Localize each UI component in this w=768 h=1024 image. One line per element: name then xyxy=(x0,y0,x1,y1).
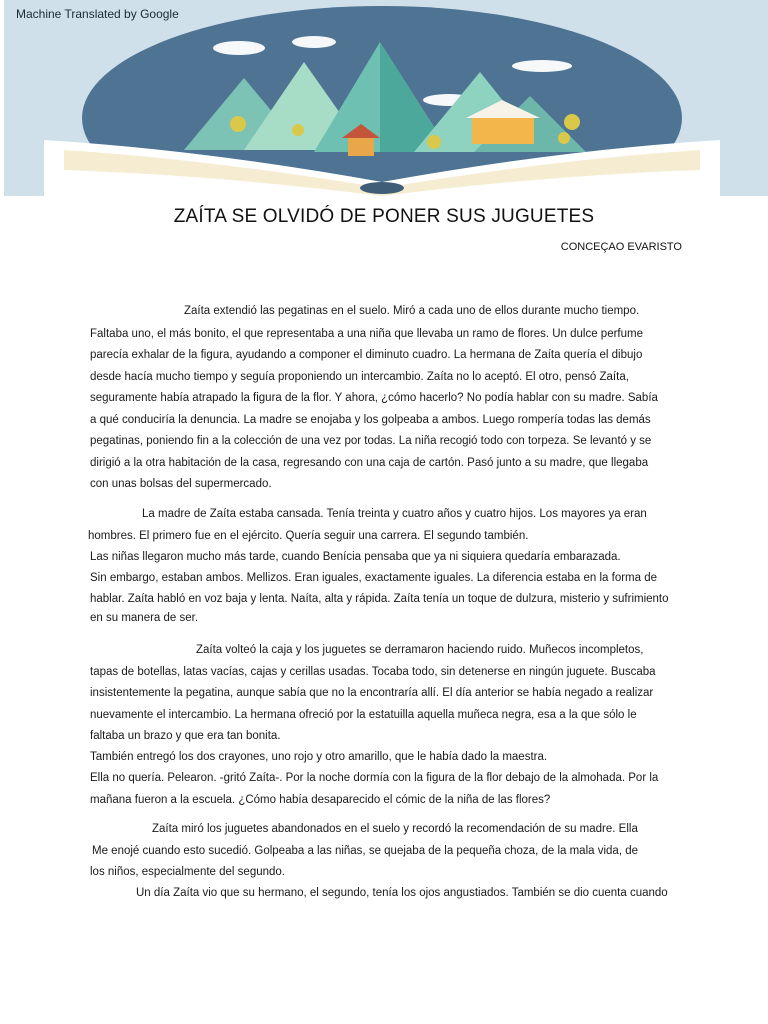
text-line: seguramente había atrapado la figura de la flor. Y ahora, ¿cómo hacerlo? No podía hablar con su madre. Sabía xyxy=(90,392,658,404)
text-line: Faltaba uno, el más bonito, el que representaba a una niña que llevaba un ramo de flores. Un dulce perfume xyxy=(90,328,643,340)
text-line: Zaíta miró los juguetes abandonados en el suelo y recordó la recomendación de su madre. Ella xyxy=(152,823,638,835)
text-line: faltaba un brazo y que era tan bonita. xyxy=(90,730,281,742)
header-illustration xyxy=(4,0,768,196)
text-line: pegatinas, poniendo fin a la colección de una vez por todas. La niña recogió todo con torpeza. Se levantó y se xyxy=(90,435,652,447)
book-landscape-illustration xyxy=(4,0,768,196)
text-line: hablar. Zaíta habló en voz baja y lenta. Naíta, alta y rápida. Zaíta tenía un toque de dulzura, misterio y sufrimiento xyxy=(90,593,669,605)
text-line: con unas bolsas del supermercado. xyxy=(90,478,272,490)
text-line: También entregó los dos crayones, uno rojo y otro amarillo, que le había dado la maestra. xyxy=(90,751,548,763)
text-line: Sin embargo, estaban ambos. Mellizos. Eran iguales, exactamente iguales. La diferencia estaba en la forma de xyxy=(90,572,658,584)
text-line: Zaíta extendió las pegatinas en el suelo. Miró a cada uno de ellos durante mucho tiempo. xyxy=(184,305,640,317)
text-line: Zaíta volteó la caja y los juguetes se derramaron haciendo ruido. Muñecos incompletos, xyxy=(196,644,644,656)
text-line: La madre de Zaíta estaba cansada. Tenía treinta y cuatro años y cuatro hijos. Los mayores ya eran xyxy=(142,508,647,520)
text-line: parecía exhalar de la figura, ayudando a componer el diminuto cuadro. La hermana de Zaíta quería el dibujo xyxy=(90,349,643,361)
text-line: desde hacía mucho tiempo y seguía proponiendo un intercambio. Zaíta no lo aceptó. El otro, pensó Zaíta, xyxy=(90,371,629,383)
text-line: a qué conduciría la denuncia. La madre se enojaba y los golpeaba a ambos. Luego rompería todas las demás xyxy=(90,414,651,426)
text-line: dirigió a la otra habitación de la casa, regresando con una caja de cartón. Pasó junto a su madre, que llegaba xyxy=(90,457,649,469)
text-line: tapas de botellas, latas vacías, cajas y cerillas usadas. Tocaba todo, sin detenerse en ningún juguete. Buscaba xyxy=(90,666,656,678)
text-line: Ella no quería. Pelearon. -gritó Zaíta-. Por la noche dormía con la figura de la flor debajo de la almohada. Por la xyxy=(90,772,659,784)
machine-translated-label: Machine Translated by Google xyxy=(16,7,179,21)
text-line: insistentemente la pegatina, aunque sabía que no la encontraría allí. El día anterior se había negado a realizar xyxy=(90,687,654,699)
text-line: Un día Zaíta vio que su hermano, el segundo, tenía los ojos angustiados. También se dio cuenta cuando xyxy=(136,887,668,899)
document-author: CONCEÇAO EVARISTO xyxy=(560,241,682,253)
text-line: los niños, especialmente del segundo. xyxy=(90,866,285,878)
document-title: ZAÍTA SE OLVIDÓ DE PONER SUS JUGUETES xyxy=(173,206,595,227)
text-line: Las niñas llegaron mucho más tarde, cuando Benícia pensaba que ya ni siquiera quedaría embarazada. xyxy=(90,551,621,563)
text-line: hombres. El primero fue en el ejército. Quería seguir una carrera. El segundo también. xyxy=(88,530,529,542)
text-line: mañana fueron a la escuela. ¿Cómo había desaparecido el cómic de la niña de las flores? xyxy=(90,794,551,806)
text-line: Me enojé cuando esto sucedió. Golpeaba a las niñas, se quejaba de la pequeña choza, de la mala vida, de xyxy=(92,845,638,857)
text-line: en su manera de ser. xyxy=(90,612,199,624)
text-line: nuevamente el intercambio. La hermana ofreció por la estatuilla aquella muñeca negra, esa a la que sólo le xyxy=(90,709,637,721)
